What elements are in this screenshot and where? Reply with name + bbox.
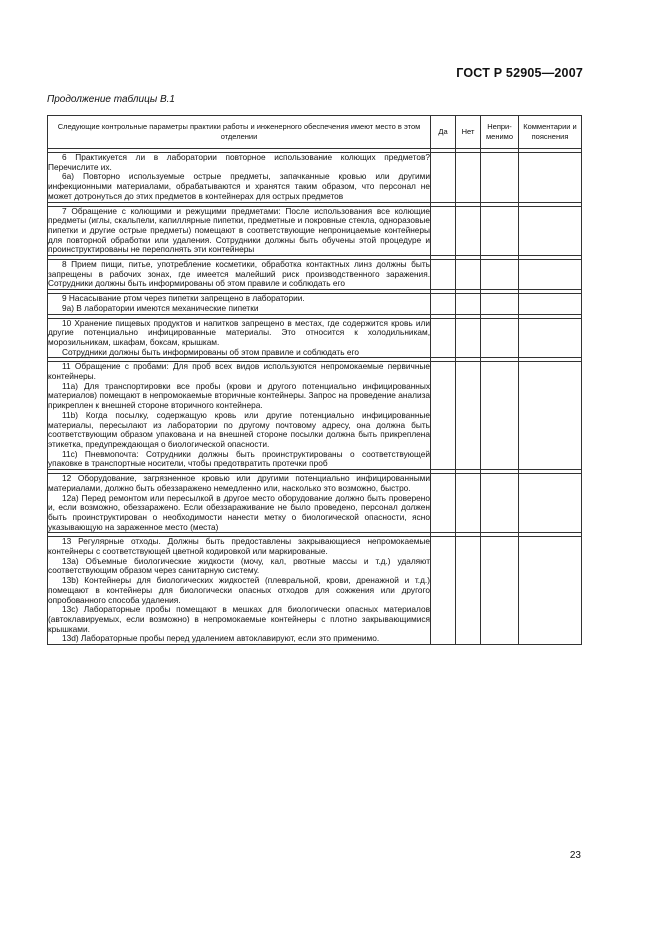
table-body [48, 149, 582, 645]
table-caption: Продолжение таблицы В.1 [47, 94, 175, 105]
column-header-not-applicable: Непри-менимо [481, 116, 519, 149]
table-row [48, 474, 582, 533]
not-applicable-cell[interactable] [481, 153, 519, 203]
no-cell[interactable] [456, 474, 481, 533]
yes-cell[interactable] [431, 537, 456, 645]
parameter-paragraph: 13 Регулярные отходы. Должны быть предоставлены закрывающиеся непромокаемые контейнеры с соответствующей цветной кодировкой или маркированые. [48, 536, 430, 557]
parameter-text-cell [48, 294, 431, 314]
checklist-table [47, 115, 582, 645]
comments-cell[interactable] [519, 318, 582, 358]
not-applicable-cell[interactable] [481, 318, 519, 358]
no-cell[interactable] [456, 537, 481, 645]
table-row [48, 206, 582, 256]
comments-cell[interactable] [519, 362, 582, 470]
parameter-paragraph: 11с) Пневмопочта: Сотрудники должны быть проинструктированы о соответствующей упаковке в транспортные носители, чтобы предотвратить протечки проб [48, 448, 430, 469]
column-header-yes: Да [431, 116, 456, 149]
no-cell[interactable] [456, 294, 481, 314]
parameter-paragraph: 12 Оборудование, загрязненное кровью или другими потенциально инфицированными материалами, должно быть обеззаражено немедленно или, насколько это возможно, быстро. [48, 473, 430, 493]
no-cell[interactable] [456, 260, 481, 290]
parameter-text-cell [48, 537, 431, 645]
parameter-paragraph: 6 Практикуется ли в лаборатории повторное использование колющих предметов? Перечислите их. [48, 152, 430, 172]
not-applicable-cell[interactable] [481, 294, 519, 314]
parameter-paragraph: 13b) Контейнеры для биологических жидкостей (плевральной, крови, дренажной и т.д.) помещают в контейнеры для биологически опасных отходов для сожжения или другого опробованного способа удаления. [48, 575, 430, 605]
table-row [48, 362, 582, 470]
yes-cell[interactable] [431, 474, 456, 533]
parameter-paragraph: 10 Хранение пищевых продуктов и напитков запрещено в местах, где содержится кровь или другие потенциально инфицированные материалы. Это относится к холодильникам, морозильникам, шкафам, боксам, крышкам. [48, 317, 430, 347]
parameter-text-cell [48, 260, 431, 290]
parameter-paragraph: 8 Прием пищи, питье, употребление косметики, обработка контактных линз должны быть запрещены в рабочих зонах, где имеется малейший риск производственного заражения. Сотрудники должны быть информированы об этом правиле и соблюдать его [48, 259, 430, 289]
parameter-paragraph: 7 Обращение с колющими и режущими предметами: После использования все колющие предметы (иглы, скальпели, капиллярные пипетки, предметные и покровные стекла, одноразовые пипетки и другие острые предметы) помещают в соответствующие непроницаемые контейнеры для повторной обработки или удаления. Сотрудники должны быть обучены этой процедуре и проинструктированы не переполнять эти контейнеры [48, 205, 430, 255]
parameter-text-cell [48, 153, 431, 203]
parameter-paragraph: 6а) Повторно используемые острые предметы, запачканные кровью или другими инфекционными материалами, обрабатываются и хранятся таким образом, что персонал не может дотронуться до этих предметов в контейнерах для острых предметов [48, 171, 430, 201]
not-applicable-cell[interactable] [481, 537, 519, 645]
parameter-paragraph: 11b) Когда посылку, содержащую кровь или другие потенциально инфицированные материалы, пересылают из лаборатории по другому почтовому адресу, она должна быть соответствующим образом упакована и на внешней стороне посылки должна быть прикреплена этикетка, предупреждающая о биологической опасности. [48, 409, 430, 449]
no-cell[interactable] [456, 362, 481, 470]
parameter-paragraph: 9 Насасывание ртом через пипетки запрещено в лаборатории. [62, 293, 305, 304]
parameter-paragraph: 13с) Лабораторные пробы помещают в мешках для биологически опасных материалов (автоклавируемых, если возможно) в непромокаемые контейнеры с плотно закрывающимися крышками. [48, 604, 430, 634]
yes-cell[interactable] [431, 362, 456, 470]
not-applicable-cell[interactable] [481, 474, 519, 533]
parameter-text-cell [48, 206, 431, 256]
comments-cell[interactable] [519, 537, 582, 645]
column-header-comments: Комментарии и пояснения [519, 116, 582, 149]
yes-cell[interactable] [431, 260, 456, 290]
parameter-paragraph: 13d) Лабораторные пробы перед удалением автоклавируют, если это применимо. [62, 633, 380, 644]
table-row [48, 537, 582, 645]
no-cell[interactable] [456, 206, 481, 256]
yes-cell[interactable] [431, 153, 456, 203]
table-row [48, 153, 582, 203]
comments-cell[interactable] [519, 153, 582, 203]
no-cell[interactable] [456, 153, 481, 203]
page-number: 23 [569, 850, 581, 861]
parameter-paragraph: Сотрудники должны быть информированы об этом правиле и соблюдать его [62, 346, 359, 357]
parameter-paragraph: 13а) Объемные биологические жидкости (мочу, кал, рвотные массы и т.д.) удаляют соответствующим образом через санитарную систему. [48, 555, 430, 576]
parameter-paragraph: 9а) В лаборатории имеются механические пипетки [62, 302, 259, 313]
not-applicable-cell[interactable] [481, 206, 519, 256]
parameter-paragraph: 11а) Для транспортировки все пробы (крови и другого потенциально инфицированных материалов) помещают в непромокаемые вторичные контейнеры. Запрос на проведение анализа прикреплен к внешней стороне вторичного контейнера. [48, 380, 430, 411]
table-row [48, 260, 582, 290]
table-row [48, 294, 582, 314]
comments-cell[interactable] [519, 260, 582, 290]
parameter-text-cell [48, 474, 431, 533]
yes-cell[interactable] [431, 206, 456, 256]
document-code: ГОСТ Р 52905—2007 [456, 66, 583, 80]
not-applicable-cell[interactable] [481, 260, 519, 290]
yes-cell[interactable] [431, 294, 456, 314]
table-row [48, 318, 582, 358]
parameter-text-cell [48, 318, 431, 358]
not-applicable-cell[interactable] [481, 362, 519, 470]
parameter-text-cell [48, 362, 431, 470]
comments-cell[interactable] [519, 474, 582, 533]
column-header-no: Нет [456, 116, 481, 149]
comments-cell[interactable] [519, 294, 582, 314]
column-header-parameters: Следующие контрольные параметры практики работы и инженерного обеспечения имеют место в этом отделении [48, 116, 431, 149]
yes-cell[interactable] [431, 318, 456, 358]
no-cell[interactable] [456, 318, 481, 358]
comments-cell[interactable] [519, 206, 582, 256]
parameter-paragraph: 11 Обращение с пробами: Для проб всех видов используются непромокаемые первичные контейнеры. [48, 361, 430, 382]
parameter-paragraph: 12а) Перед ремонтом или пересылкой в другое место оборудование должно быть проверено и, если возможно, обеззаражено. Если обеззараживание не было проведено, персонал должен быть проинструктирован о необходимости нанести метку о биологической опасности, ясно указывающую на зараженное место (места) [48, 492, 430, 532]
